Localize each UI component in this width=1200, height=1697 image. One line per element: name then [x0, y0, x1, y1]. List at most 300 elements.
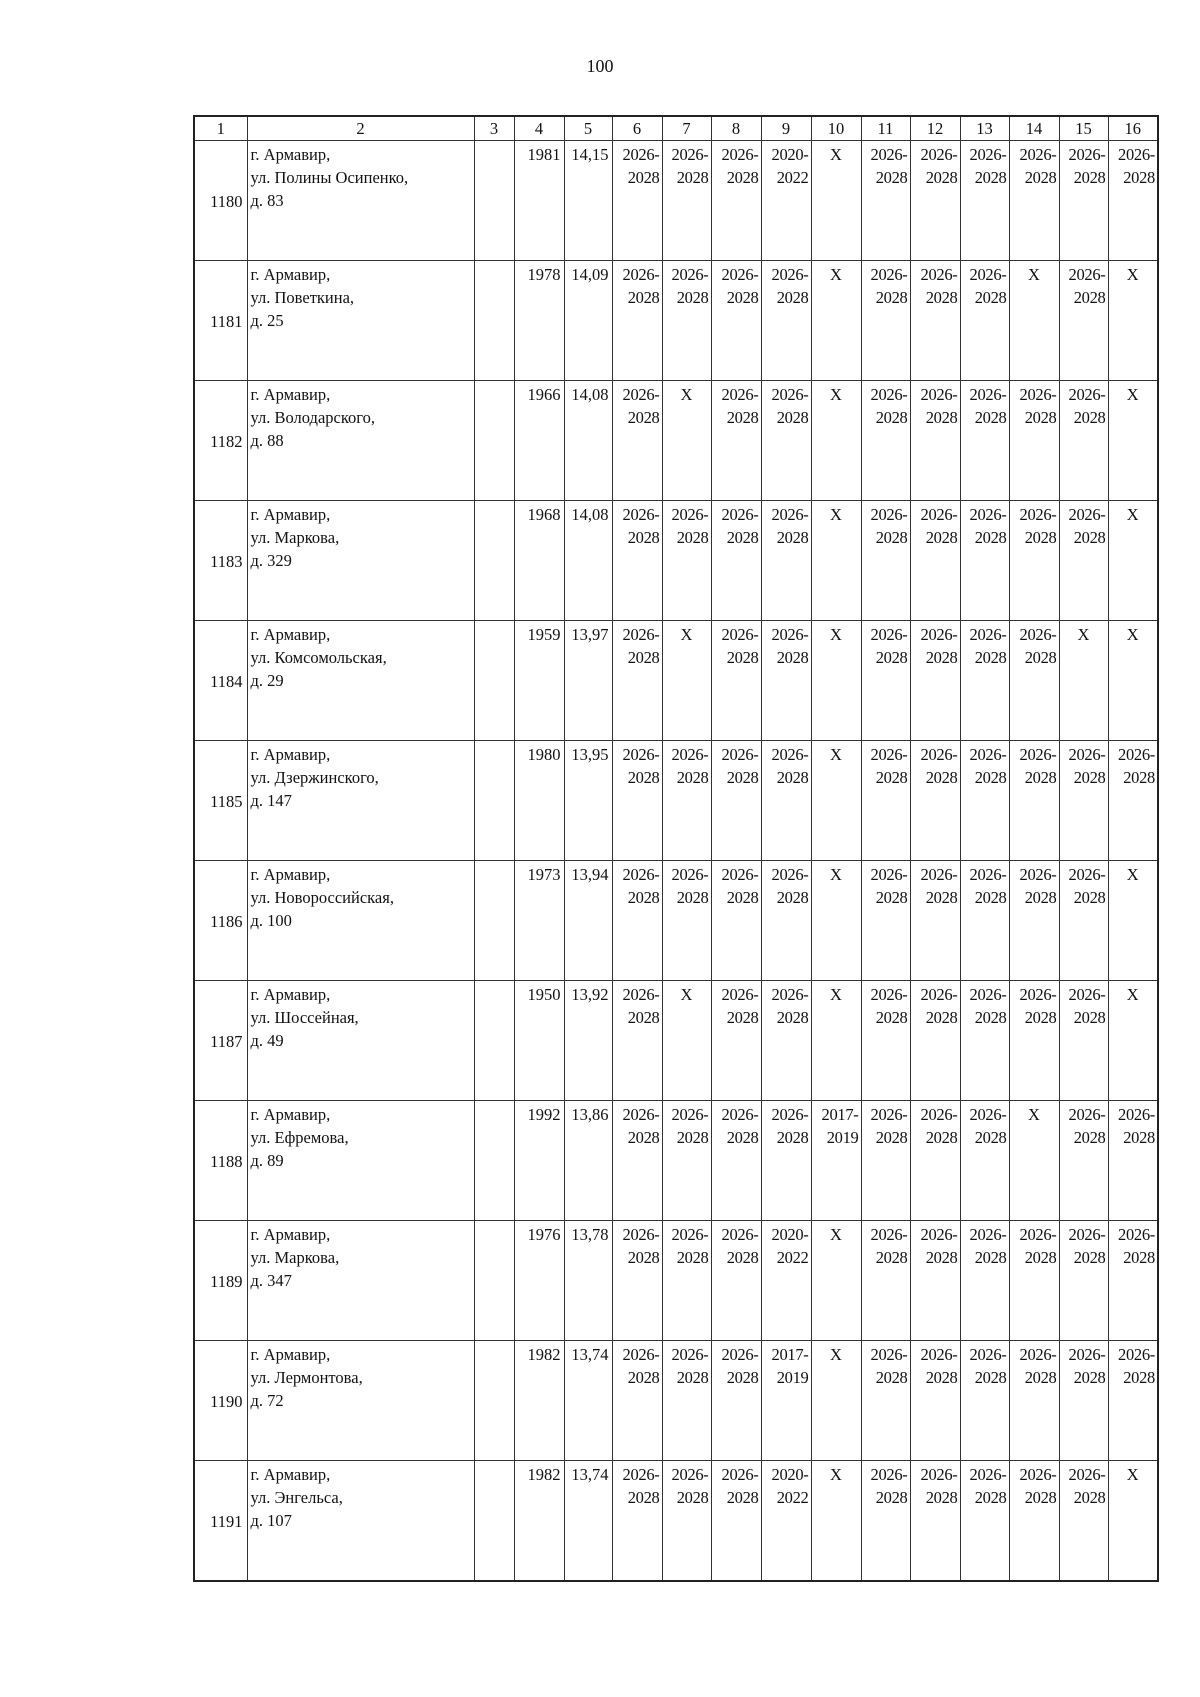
not-applicable-mark: X: [830, 385, 842, 404]
period-value: 2026- 2028: [1019, 505, 1057, 547]
period-cell: [960, 1461, 1009, 1581]
period-cell: [861, 1461, 910, 1581]
period-cell: [711, 1341, 761, 1461]
address-line: д. 329: [250, 551, 292, 570]
row-number: 1184: [194, 621, 247, 741]
address-cell: [247, 1341, 474, 1461]
period-value: 2026- 2028: [920, 1105, 958, 1147]
period-cell: [960, 261, 1009, 381]
period-cell: [761, 1221, 811, 1341]
period-value: 2026- 2028: [721, 1225, 759, 1267]
housing-register-table: [193, 115, 1159, 1582]
period-cell: [662, 1221, 711, 1341]
period-value: 2026- 2028: [1068, 865, 1106, 907]
period-cell: [662, 501, 711, 621]
period-value: 2026- 2028: [870, 745, 908, 787]
period-value: 2026- 2028: [1068, 1225, 1106, 1267]
address-line: г. Армавир,: [250, 1225, 331, 1244]
period-value: 2026- 2028: [870, 265, 908, 307]
period-cell: [811, 501, 861, 621]
period-value: 2026- 2028: [721, 865, 759, 907]
table-row: [194, 981, 1158, 1101]
address-cell: [247, 621, 474, 741]
address-line: д. 107: [250, 1511, 292, 1530]
address-cell: [247, 501, 474, 621]
period-cell: [612, 1341, 662, 1461]
address-line: г. Армавир,: [250, 385, 331, 404]
period-cell: [761, 981, 811, 1101]
value-cell: 14,15: [564, 141, 612, 261]
period-cell: [910, 141, 960, 261]
not-applicable-mark: X: [830, 1345, 842, 1364]
period-cell: [1009, 381, 1059, 501]
period-cell: [861, 261, 910, 381]
year-cell: 1980: [514, 741, 564, 861]
period-cell: [612, 501, 662, 621]
period-value: 2026- 2028: [622, 985, 660, 1027]
address-line: г. Армавир,: [250, 625, 331, 644]
row-number: 1180: [194, 141, 247, 261]
period-cell: [711, 981, 761, 1101]
period-cell: [1059, 621, 1108, 741]
period-value: 2026- 2028: [771, 625, 809, 667]
value-cell: 13,74: [564, 1461, 612, 1581]
period-value: 2020- 2022: [771, 1225, 809, 1267]
period-cell: [1108, 501, 1158, 621]
period-cell: [910, 1461, 960, 1581]
period-value: 2026- 2028: [969, 625, 1007, 667]
period-cell: [910, 1221, 960, 1341]
period-value: 2026- 2028: [1019, 625, 1057, 667]
period-value: 2026- 2028: [1019, 385, 1057, 427]
table-row: [194, 1461, 1158, 1581]
period-cell: [1059, 981, 1108, 1101]
period-cell: [811, 981, 861, 1101]
period-value: 2026- 2028: [870, 865, 908, 907]
period-cell: [1009, 1461, 1059, 1581]
column-header-15: 15: [1059, 116, 1108, 141]
period-cell: [811, 741, 861, 861]
period-cell: [910, 501, 960, 621]
period-cell: [910, 981, 960, 1101]
period-value: 2026- 2028: [622, 1225, 660, 1267]
period-cell: [811, 1221, 861, 1341]
period-cell: [1009, 1221, 1059, 1341]
year-cell: 1981: [514, 141, 564, 261]
address-cell: [247, 141, 474, 261]
period-value: 2026- 2028: [771, 1105, 809, 1147]
address-cell: [247, 1101, 474, 1221]
not-applicable-mark: X: [1126, 505, 1139, 524]
address-cell: [247, 741, 474, 861]
period-cell: [1108, 1341, 1158, 1461]
period-cell: [1108, 1221, 1158, 1341]
table-row: [194, 741, 1158, 861]
not-applicable-mark: X: [830, 265, 842, 284]
period-value: 2026- 2028: [721, 985, 759, 1027]
period-value: 2026- 2028: [920, 1345, 958, 1387]
not-applicable-mark: X: [830, 865, 842, 884]
year-cell: 1973: [514, 861, 564, 981]
period-cell: [811, 621, 861, 741]
period-cell: [662, 1101, 711, 1221]
period-cell: [1108, 741, 1158, 861]
year-cell: 1959: [514, 621, 564, 741]
period-value: 2020- 2022: [771, 145, 809, 187]
table-row: [194, 1341, 1158, 1461]
row-number: 1191: [194, 1461, 247, 1581]
period-value: 2026- 2028: [1118, 745, 1155, 787]
period-cell: [910, 861, 960, 981]
period-cell: [1009, 261, 1059, 381]
period-cell: [761, 621, 811, 741]
period-value: 2026- 2028: [969, 985, 1007, 1027]
row-number: 1183: [194, 501, 247, 621]
column-header-1: 1: [194, 116, 247, 141]
period-value: 2026- 2028: [870, 1465, 908, 1507]
empty-cell: [474, 861, 514, 981]
row-number: 1189: [194, 1221, 247, 1341]
period-cell: [662, 621, 711, 741]
row-number: 1187: [194, 981, 247, 1101]
period-cell: [960, 861, 1009, 981]
not-applicable-mark: X: [1126, 265, 1139, 284]
period-value: 2026- 2028: [920, 745, 958, 787]
period-cell: [761, 141, 811, 261]
period-cell: [861, 861, 910, 981]
column-header-4: 4: [514, 116, 564, 141]
table-row: [194, 621, 1158, 741]
address-line: д. 100: [250, 911, 292, 930]
period-value: 2026- 2028: [920, 865, 958, 907]
period-cell: [711, 1221, 761, 1341]
not-applicable-mark: X: [830, 145, 842, 164]
period-cell: [960, 1341, 1009, 1461]
period-cell: [1059, 381, 1108, 501]
period-cell: [960, 141, 1009, 261]
period-cell: [1059, 861, 1108, 981]
column-header-8: 8: [711, 116, 761, 141]
period-value: 2020- 2022: [771, 1465, 809, 1507]
period-value: 2026- 2028: [671, 1105, 709, 1147]
address-line: ул. Комсомольская,: [250, 648, 387, 667]
period-value: 2026- 2028: [622, 1105, 660, 1147]
period-value: 2026- 2028: [870, 1345, 908, 1387]
period-cell: [612, 1101, 662, 1221]
column-header-14: 14: [1009, 116, 1059, 141]
period-cell: [662, 381, 711, 501]
address-line: д. 29: [250, 671, 284, 690]
period-cell: [910, 1341, 960, 1461]
period-value: 2026- 2028: [920, 625, 958, 667]
address-line: ул. Новороссийская,: [250, 888, 394, 907]
period-cell: [811, 261, 861, 381]
not-applicable-mark: X: [680, 985, 693, 1004]
period-cell: [711, 261, 761, 381]
period-cell: [1009, 501, 1059, 621]
period-value: 2026- 2028: [1019, 745, 1057, 787]
period-cell: [711, 381, 761, 501]
period-cell: [761, 261, 811, 381]
address-line: д. 347: [250, 1271, 292, 1290]
period-cell: [1059, 1101, 1108, 1221]
period-value: 2026- 2028: [671, 865, 709, 907]
not-applicable-mark: X: [680, 385, 693, 404]
period-cell: [761, 501, 811, 621]
period-cell: [1059, 1461, 1108, 1581]
empty-cell: [474, 1101, 514, 1221]
period-cell: [861, 1101, 910, 1221]
period-cell: [811, 381, 861, 501]
table-body: [194, 141, 1158, 1581]
not-applicable-mark: X: [1077, 625, 1090, 644]
not-applicable-mark: X: [830, 625, 842, 644]
not-applicable-mark: X: [1126, 385, 1139, 404]
period-value: 2026- 2028: [721, 265, 759, 307]
period-cell: [861, 141, 910, 261]
empty-cell: [474, 261, 514, 381]
period-value: 2026- 2028: [622, 385, 660, 427]
period-value: 2026- 2028: [721, 745, 759, 787]
period-value: 2026- 2028: [622, 145, 660, 187]
period-value: 2026- 2028: [969, 865, 1007, 907]
period-cell: [861, 621, 910, 741]
period-cell: [711, 501, 761, 621]
period-value: 2026- 2028: [622, 1465, 660, 1507]
period-cell: [1009, 1101, 1059, 1221]
not-applicable-mark: X: [1126, 1465, 1139, 1484]
period-value: 2026- 2028: [771, 265, 809, 307]
address-line: ул. Дзержинского,: [250, 768, 379, 787]
period-cell: [811, 1101, 861, 1221]
period-cell: [711, 141, 761, 261]
period-cell: [1108, 1461, 1158, 1581]
period-cell: [1108, 621, 1158, 741]
year-cell: 1978: [514, 261, 564, 381]
period-value: 2026- 2028: [1068, 505, 1106, 547]
period-value: 2026- 2028: [771, 385, 809, 427]
period-value: 2026- 2028: [1068, 985, 1106, 1027]
not-applicable-mark: X: [1028, 1105, 1040, 1124]
period-value: 2026- 2028: [920, 985, 958, 1027]
value-cell: 14,08: [564, 501, 612, 621]
table-row: [194, 141, 1158, 261]
empty-cell: [474, 621, 514, 741]
value-cell: 14,08: [564, 381, 612, 501]
value-cell: 14,09: [564, 261, 612, 381]
not-applicable-mark: X: [830, 985, 842, 1004]
period-cell: [861, 381, 910, 501]
period-cell: [662, 261, 711, 381]
period-value: 2026- 2028: [771, 745, 809, 787]
address-line: д. 89: [250, 1151, 284, 1170]
period-cell: [711, 621, 761, 741]
period-cell: [612, 1221, 662, 1341]
period-value: 2026- 2028: [920, 265, 958, 307]
period-cell: [811, 1461, 861, 1581]
row-number: 1190: [194, 1341, 247, 1461]
address-line: ул. Ефремова,: [250, 1128, 349, 1147]
period-value: 2026- 2028: [671, 1225, 709, 1267]
period-value: 2026- 2028: [969, 1345, 1007, 1387]
address-line: д. 88: [250, 431, 284, 450]
period-cell: [711, 741, 761, 861]
period-cell: [1108, 261, 1158, 381]
period-cell: [861, 1221, 910, 1341]
period-value: 2026- 2028: [870, 1105, 908, 1147]
period-cell: [960, 1101, 1009, 1221]
period-cell: [612, 981, 662, 1101]
period-cell: [1059, 1221, 1108, 1341]
period-value: 2026- 2028: [671, 265, 709, 307]
period-value: 2026- 2028: [1019, 865, 1057, 907]
year-cell: 1966: [514, 381, 564, 501]
period-value: 2026- 2028: [920, 385, 958, 427]
empty-cell: [474, 381, 514, 501]
period-cell: [910, 381, 960, 501]
empty-cell: [474, 1221, 514, 1341]
value-cell: 13,74: [564, 1341, 612, 1461]
period-value: 2026- 2028: [1068, 1345, 1106, 1387]
period-cell: [1009, 981, 1059, 1101]
empty-cell: [474, 141, 514, 261]
period-cell: [1059, 741, 1108, 861]
period-cell: [1108, 381, 1158, 501]
address-line: г. Армавир,: [250, 745, 331, 764]
address-line: д. 49: [250, 1031, 284, 1050]
period-value: 2026- 2028: [870, 1225, 908, 1267]
period-value: 2026- 2028: [1118, 1225, 1155, 1267]
period-cell: [910, 621, 960, 741]
period-cell: [761, 741, 811, 861]
table-header: [194, 116, 1158, 141]
period-cell: [960, 981, 1009, 1101]
address-line: ул. Лермонтова,: [250, 1368, 363, 1387]
table-row: [194, 861, 1158, 981]
period-cell: [861, 501, 910, 621]
value-cell: 13,95: [564, 741, 612, 861]
column-header-11: 11: [861, 116, 910, 141]
table-row: [194, 1101, 1158, 1221]
table-row: [194, 261, 1158, 381]
period-value: 2026- 2028: [969, 1465, 1007, 1507]
period-cell: [711, 1101, 761, 1221]
period-value: 2017- 2019: [821, 1105, 859, 1147]
period-value: 2026- 2028: [969, 1105, 1007, 1147]
not-applicable-mark: X: [1126, 865, 1139, 884]
empty-cell: [474, 1341, 514, 1461]
not-applicable-mark: X: [830, 1465, 842, 1484]
period-cell: [662, 981, 711, 1101]
page-number: 100: [586, 56, 614, 76]
address-line: ул. Шоссейная,: [250, 1008, 359, 1027]
period-cell: [1108, 141, 1158, 261]
not-applicable-mark: X: [1126, 985, 1139, 1004]
column-header-3: 3: [474, 116, 514, 141]
column-header-13: 13: [960, 116, 1009, 141]
period-cell: [1059, 501, 1108, 621]
period-value: 2026- 2028: [920, 145, 958, 187]
address-line: г. Армавир,: [250, 1465, 331, 1484]
address-line: д. 83: [250, 191, 284, 210]
period-value: 2026- 2028: [1068, 385, 1106, 427]
period-value: 2026- 2028: [721, 505, 759, 547]
empty-cell: [474, 741, 514, 861]
period-cell: [960, 741, 1009, 861]
period-cell: [1059, 141, 1108, 261]
value-cell: 13,92: [564, 981, 612, 1101]
period-value: 2026- 2028: [1019, 1465, 1057, 1507]
year-cell: 1950: [514, 981, 564, 1101]
period-value: 2026- 2028: [920, 1465, 958, 1507]
year-cell: 1968: [514, 501, 564, 621]
row-number: 1185: [194, 741, 247, 861]
empty-cell: [474, 981, 514, 1101]
period-value: 2026- 2028: [870, 985, 908, 1027]
period-cell: [1108, 861, 1158, 981]
table-row: [194, 381, 1158, 501]
not-applicable-mark: X: [830, 1225, 842, 1244]
not-applicable-mark: X: [830, 745, 842, 764]
period-value: 2026- 2028: [771, 865, 809, 907]
period-cell: [761, 861, 811, 981]
period-value: 2026- 2028: [1019, 1225, 1057, 1267]
address-line: ул. Энгельса,: [250, 1488, 343, 1507]
period-cell: [761, 1101, 811, 1221]
period-value: 2026- 2028: [622, 265, 660, 307]
period-cell: [662, 861, 711, 981]
period-value: 2026- 2028: [622, 625, 660, 667]
address-line: д. 72: [250, 1391, 284, 1410]
table-row: [194, 1221, 1158, 1341]
period-value: 2026- 2028: [771, 985, 809, 1027]
period-cell: [910, 261, 960, 381]
value-cell: 13,97: [564, 621, 612, 741]
period-value: 2026- 2028: [622, 745, 660, 787]
period-value: 2026- 2028: [870, 145, 908, 187]
period-cell: [960, 1221, 1009, 1341]
address-line: ул. Полины Осипенко,: [250, 168, 409, 187]
period-value: 2026- 2028: [622, 505, 660, 547]
address-line: г. Армавир,: [250, 865, 331, 884]
value-cell: 13,86: [564, 1101, 612, 1221]
period-cell: [612, 861, 662, 981]
period-value: 2026- 2028: [969, 505, 1007, 547]
period-cell: [612, 741, 662, 861]
period-value: 2026- 2028: [671, 145, 709, 187]
period-value: 2026- 2028: [1118, 145, 1155, 187]
year-cell: 1976: [514, 1221, 564, 1341]
address-line: г. Армавир,: [250, 505, 331, 524]
period-value: 2026- 2028: [969, 745, 1007, 787]
value-cell: 13,78: [564, 1221, 612, 1341]
not-applicable-mark: X: [1126, 625, 1139, 644]
row-number: 1181: [194, 261, 247, 381]
address-line: г. Армавир,: [250, 1105, 331, 1124]
period-value: 2026- 2028: [1019, 985, 1057, 1027]
period-cell: [662, 1461, 711, 1581]
period-cell: [910, 1101, 960, 1221]
period-cell: [960, 501, 1009, 621]
period-value: 2026- 2028: [622, 1345, 660, 1387]
period-cell: [811, 1341, 861, 1461]
period-value: 2026- 2028: [721, 1105, 759, 1147]
year-cell: 1982: [514, 1341, 564, 1461]
not-applicable-mark: X: [1028, 265, 1040, 284]
period-cell: [612, 261, 662, 381]
period-value: 2026- 2028: [1068, 745, 1106, 787]
not-applicable-mark: X: [680, 625, 693, 644]
